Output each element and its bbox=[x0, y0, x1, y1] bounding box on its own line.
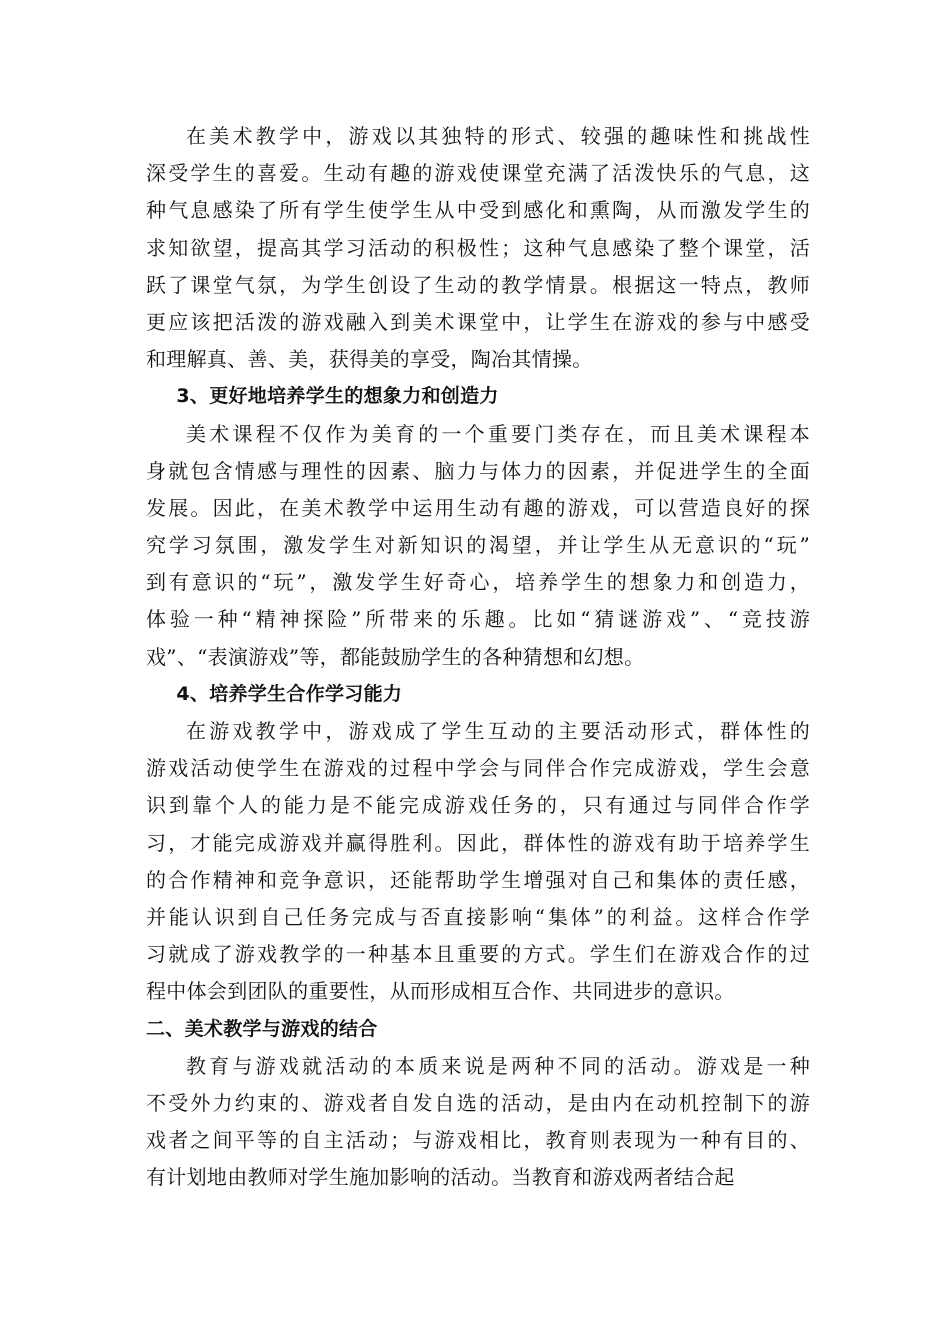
text-line: 不受外力约束的、游戏者自发自选的活动，是由内在动机控制下的游 bbox=[146, 1090, 810, 1115]
text-line: 游戏活动使学生在游戏的过程中学会与同伴合作完成游戏，学生会意 bbox=[146, 756, 810, 781]
text-line: 的合作精神和竞争意识，还能帮助学生增强对自己和集体的责任感， bbox=[146, 867, 810, 892]
heading-text: 二、美术教学与游戏的结合 bbox=[146, 1017, 378, 1040]
text-line: 深受学生的喜爱。生动有趣的游戏使课堂充满了活泼快乐的气息，这 bbox=[146, 161, 810, 186]
text-line: 种气息感染了所有学生使学生从中受到感化和熏陶，从而激发学生的 bbox=[146, 198, 810, 223]
text-line: 更应该把活泼的游戏融入到美术课堂中，让学生在游戏的参与中感受 bbox=[146, 309, 810, 334]
body-paragraph bbox=[146, 713, 810, 1011]
text-line: 和理解真、善、美，获得美的享受，陶冶其情操。 bbox=[146, 347, 593, 372]
text-line: 教育与游戏就活动的本质来说是两种不同的活动。游戏是一种 bbox=[186, 1053, 810, 1078]
body-paragraph bbox=[146, 118, 810, 378]
heading-text: 3、更好地培养学生的想象力和创造力 bbox=[176, 385, 499, 408]
text-line: 求知欲望，提高其学习活动的积极性；这种气息感染了整个课堂，活 bbox=[146, 235, 810, 260]
text-line: 美术课程不仅作为美育的一个重要门类存在，而且美术课程本 bbox=[186, 421, 810, 446]
text-line: 在美术教学中，游戏以其独特的形式、较强的趣味性和挑战性 bbox=[186, 124, 810, 148]
body-paragraph bbox=[146, 1048, 810, 1197]
heading-text: 4、培养学生合作学习能力 bbox=[176, 682, 403, 705]
text-line: 体验一种“精神探险”所带来的乐趣。比如“猜谜游戏”、“竞技游 bbox=[146, 607, 810, 632]
text-line: 习，才能完成游戏并赢得胜利。因此，群体性的游戏有助于培养学生 bbox=[146, 830, 810, 855]
text-line: 识到靠个人的能力是不能完成游戏任务的，只有通过与同伴合作学 bbox=[146, 793, 810, 818]
section-heading bbox=[146, 378, 810, 415]
text-line: 有计划地由教师对学生施加影响的活动。当教育和游戏两者结合起 bbox=[146, 1165, 735, 1190]
text-line: 究学习氛围，激发学生对新知识的渴望，并让学生从无意识的“玩” bbox=[146, 533, 810, 558]
text-line: 程中体会到团队的重要性，从而形成相互合作、共同进步的意识。 bbox=[146, 979, 735, 1004]
text-line: 戏者之间平等的自主活动；与游戏相比，教育则表现为一种有目的、 bbox=[146, 1128, 810, 1153]
text-line: 并能认识到自己任务完成与否直接影响“集体”的利益。这样合作学 bbox=[146, 904, 810, 929]
body-paragraph bbox=[146, 416, 810, 676]
text-line: 发展。因此，在美术教学中运用生动有趣的游戏，可以营造良好的探 bbox=[146, 495, 810, 520]
document-page bbox=[146, 118, 810, 1196]
text-line: 习就成了游戏教学的一种基本且重要的方式。学生们在游戏合作的过 bbox=[146, 942, 810, 967]
text-line: 到有意识的“玩”，激发学生好奇心，培养学生的想象力和创造力， bbox=[146, 570, 810, 595]
text-line: 在游戏教学中，游戏成了学生互动的主要活动形式，群体性的 bbox=[186, 719, 810, 743]
text-line: 戏”、“表演游戏”等，都能鼓励学生的各种猜想和幻想。 bbox=[146, 644, 645, 669]
section-heading bbox=[146, 676, 810, 713]
text-line: 跃了课堂气氛，为学生创设了生动的教学情景。根据这一特点，教师 bbox=[146, 272, 810, 297]
text-line: 身就包含情感与理性的因素、脑力与体力的因素，并促进学生的全面 bbox=[146, 458, 810, 483]
section-heading bbox=[146, 1011, 810, 1048]
